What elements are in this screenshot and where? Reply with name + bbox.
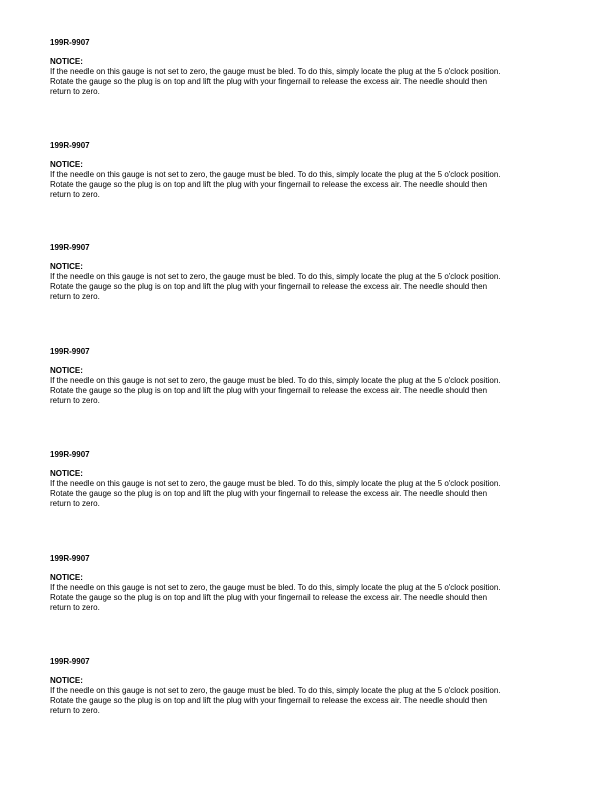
part-number: 199R-9907 xyxy=(50,243,90,252)
notice-text-line: Rotate the gauge so the plug is on top and lift the plug with your fingernail to release the excess air. The needle should then xyxy=(50,696,488,706)
notice-text-line: If the needle on this gauge is not set to zero, the gauge must be bled. To do this, simply locate the plug at the 5 o'clock position. xyxy=(50,272,501,281)
notice-heading: NOTICE: xyxy=(50,573,83,582)
notice-text-line: Rotate the gauge so the plug is on top and lift the plug with your fingernail to release the excess air. The needle should then xyxy=(50,489,488,499)
notice-text-line: If the needle on this gauge is not set to zero, the gauge must be bled. To do this, simply locate the plug at the 5 o'clock position. xyxy=(50,170,501,179)
notice-heading: NOTICE: xyxy=(50,469,83,478)
notice-block xyxy=(50,243,580,303)
notice-heading: NOTICE: xyxy=(50,366,83,375)
notice-text-line: If the needle on this gauge is not set to zero, the gauge must be bled. To do this, simply locate the plug at the 5 o'clock position. xyxy=(50,67,501,76)
notice-text-line: If the needle on this gauge is not set to zero, the gauge must be bled. To do this, simply locate the plug at the 5 o'clock position. xyxy=(50,376,501,385)
notice-text-line: return to zero. xyxy=(50,292,100,302)
notice-text-line: If the needle on this gauge is not set to zero, the gauge must be bled. To do this, simply locate the plug at the 5 o'clock position. xyxy=(50,479,501,488)
part-number: 199R-9907 xyxy=(50,554,90,563)
notice-block xyxy=(50,554,580,614)
notice-text-line: If the needle on this gauge is not set to zero, the gauge must be bled. To do this, simply locate the plug at the 5 o'clock position. xyxy=(50,686,501,695)
notice-text-line: Rotate the gauge so the plug is on top and lift the plug with your fingernail to release the excess air. The needle should then xyxy=(50,386,488,396)
notice-block xyxy=(50,450,580,510)
part-number: 199R-9907 xyxy=(50,141,90,150)
notice-block xyxy=(50,38,580,98)
part-number: 199R-9907 xyxy=(50,347,90,356)
notice-heading: NOTICE: xyxy=(50,57,83,66)
notice-heading: NOTICE: xyxy=(50,262,83,271)
notice-text-line: If the needle on this gauge is not set to zero, the gauge must be bled. To do this, simply locate the plug at the 5 o'clock position. xyxy=(50,583,501,592)
notice-text-line: return to zero. xyxy=(50,603,100,613)
notice-text-line: return to zero. xyxy=(50,190,100,200)
notice-text-line: Rotate the gauge so the plug is on top and lift the plug with your fingernail to release the excess air. The needle should then xyxy=(50,77,488,87)
part-number: 199R-9907 xyxy=(50,657,90,666)
notice-heading: NOTICE: xyxy=(50,676,83,685)
notice-text-line: return to zero. xyxy=(50,87,100,97)
notice-heading: NOTICE: xyxy=(50,160,83,169)
notice-block xyxy=(50,141,580,201)
notice-text-line: return to zero. xyxy=(50,706,100,716)
notice-text-line: return to zero. xyxy=(50,499,100,509)
notice-text-line: Rotate the gauge so the plug is on top and lift the plug with your fingernail to release the excess air. The needle should then xyxy=(50,282,488,292)
notice-text-line: Rotate the gauge so the plug is on top and lift the plug with your fingernail to release the excess air. The needle should then xyxy=(50,593,488,603)
notice-text-line: Rotate the gauge so the plug is on top and lift the plug with your fingernail to release the excess air. The needle should then xyxy=(50,180,488,190)
part-number: 199R-9907 xyxy=(50,450,90,459)
notice-text-line: return to zero. xyxy=(50,396,100,406)
notice-block xyxy=(50,347,580,407)
notice-block xyxy=(50,657,580,717)
part-number: 199R-9907 xyxy=(50,38,90,47)
